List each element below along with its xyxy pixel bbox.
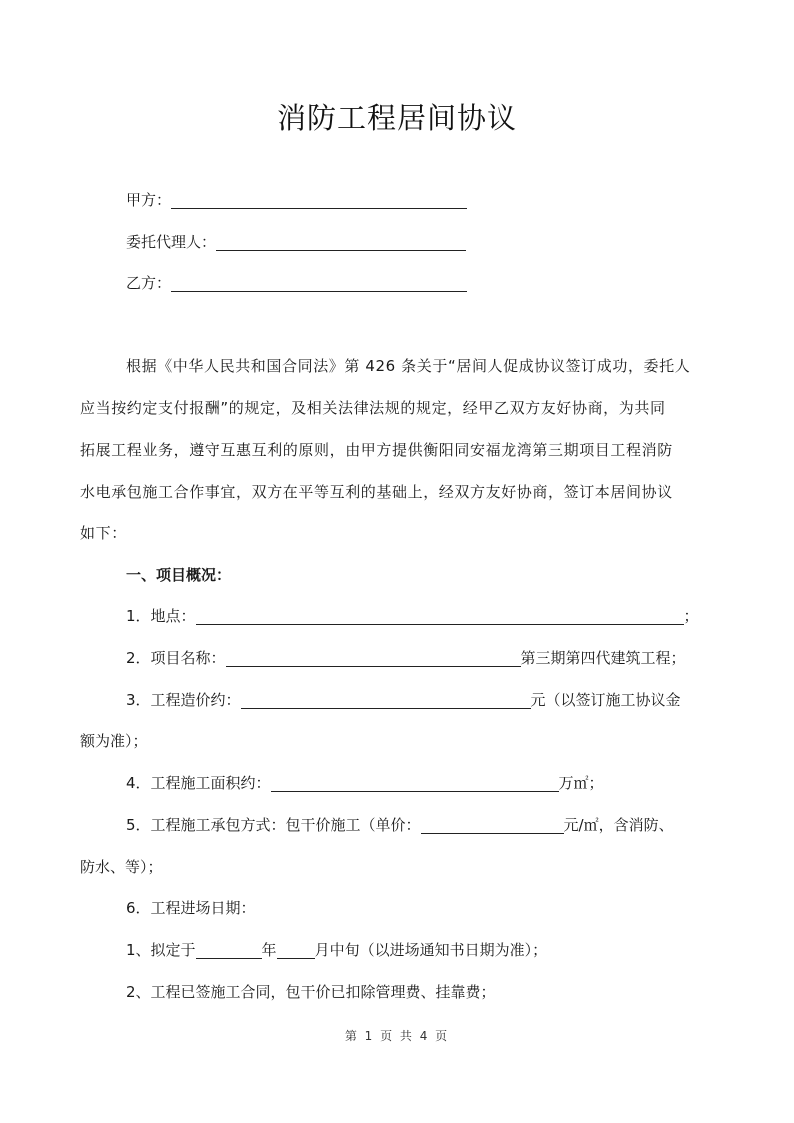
year-field[interactable] [196,942,262,959]
item-contract-continuation: 防水、等）； [80,858,163,876]
sub-item-contract-signed: 2、工程已签施工合同，包干价已扣除管理费、挂靠费； [126,983,496,1001]
project-name-field[interactable] [226,650,521,667]
item-contract-method [126,815,674,835]
agent-row [126,232,466,252]
section-heading: 一、项目概况： [126,566,232,584]
agent-label: 委托代理人： [126,233,217,251]
agent-field[interactable] [216,234,466,251]
item-contract-method-suffix: 元/㎡，含消防、 [563,816,674,834]
intro-line: 根据《中华人民共和国合同法》第 426 条关于“居间人促成协议签订成功，委托人 [126,357,691,375]
item-entry-date: 6．工程进场日期： [126,899,256,917]
cost-field[interactable] [241,692,531,709]
intro-line: 如下： [80,524,127,542]
unit-price-field[interactable] [421,817,564,834]
item-cost-continuation: 额为准）； [80,732,148,750]
item-project-name-label: 2．项目名称： [126,649,226,667]
item-location-label: 1．地点： [126,607,196,625]
party-b-label: 乙方： [126,274,172,292]
party-a-label: 甲方： [126,191,172,209]
intro-line: 水电承包施工合作事宜，双方在平等互利的基础上，经双方友好协商，签订本居间协议 [80,483,673,501]
item-project-name [126,648,686,668]
month-field[interactable] [277,942,315,959]
intro-line: 应当按约定支付报酬”的规定，及相关法律法规的规定，经甲乙双方友好协商，为共同 [80,399,666,417]
party-a-row [126,190,467,210]
item-cost-label: 3．工程造价约： [126,691,241,709]
item-cost-suffix: 元（以签订施工协议金 [530,691,681,709]
item-contract-method-label: 5．工程施工承包方式：包干价施工（单价： [126,816,421,834]
page-footer: 第 1 页 共 4 页 [344,1029,450,1043]
item-location [126,606,699,626]
month-suffix: 月中旬（以进场通知书日期为准）； [314,941,548,959]
sub-item-planned-date [126,940,547,960]
intro-line: 拓展工程业务，遵守互惠互利的原则，由甲方提供衡阳同安福龙湾第三期项目工程消防 [80,441,673,459]
party-b-row [126,273,467,293]
location-field[interactable] [196,608,684,625]
planned-date-prefix: 1、拟定于 [126,941,196,959]
item-location-suffix: ； [683,607,699,625]
area-field[interactable] [271,775,559,792]
item-area-suffix: 万㎡； [558,774,604,792]
party-b-field[interactable] [171,275,467,292]
item-project-name-suffix: 第三期第四代建筑工程； [520,649,686,667]
item-cost [126,690,681,710]
year-label: 年 [261,941,277,959]
item-area-label: 4．工程施工面积约： [126,774,271,792]
document-title: 消防工程居间协议 [276,101,517,135]
item-area [126,773,604,793]
party-a-field[interactable] [171,192,467,209]
